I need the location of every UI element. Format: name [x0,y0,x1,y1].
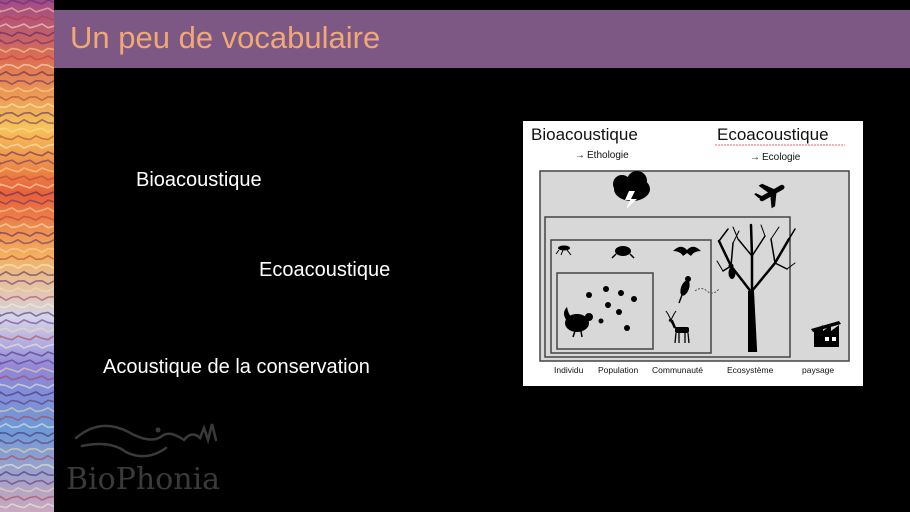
scale-diagram-graphic [523,121,863,386]
spectrogram-graphic [0,0,54,512]
scale-label-population: Population [598,365,639,375]
biophonia-logo-mark [62,410,242,470]
header-bar [54,10,910,68]
box-population [557,273,653,349]
diagram-arrow-right: → [750,152,760,163]
diagram-heading-bioacoustique: Bioacoustique [531,125,638,144]
term-acoustique-conservation: Acoustique de la conservation [103,356,370,378]
diagram-sub-ethologie: Ethologie [587,150,629,161]
biophonia-logo [62,410,242,502]
term-ecoacoustique: Ecoacoustique [259,259,391,281]
diagram-sub-ecologie: Ecologie [762,152,801,163]
scale-label-individu: Individu [554,365,584,375]
diagram-arrow-left: → [575,150,585,161]
scale-label-communaute: Communauté [652,365,704,375]
scale-label-paysage: paysage [802,365,835,375]
logo-text: BioPhonia [66,462,221,497]
slide-title: Un peu de vocabulaire [70,20,381,55]
spectrogram-strip [0,0,54,512]
term-bioacoustique: Bioacoustique [136,169,262,191]
scale-label-ecosysteme: Ecosystème [727,365,774,375]
diagram-heading-ecoacoustique: Ecoacoustique [717,125,829,144]
scale-diagram [523,121,863,386]
